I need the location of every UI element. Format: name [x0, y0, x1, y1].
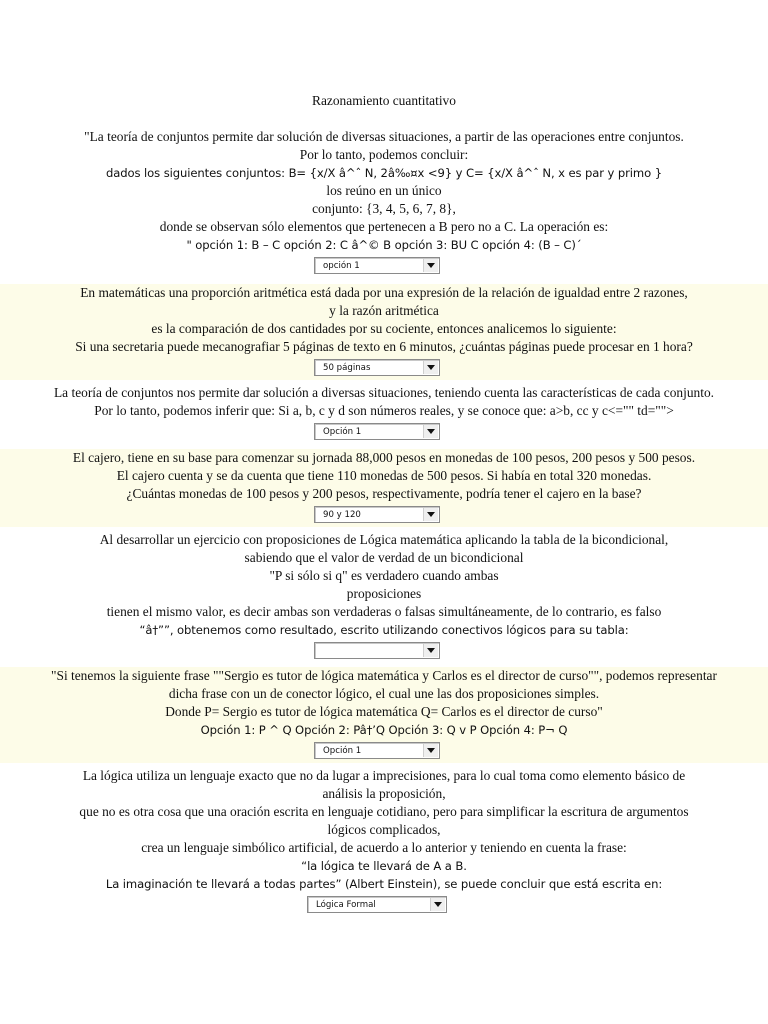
- question-5: [0, 531, 768, 663]
- answer-select-4-value: 90 y 120: [323, 510, 361, 520]
- question-7-line-6: “la lógica te llevará de A a B.: [301, 859, 467, 873]
- question-3-line-1: La teoría de conjuntos nos permite dar solución a diversas situaciones, teniendo cuenta las características de cada conjunto.: [54, 385, 714, 400]
- answer-select-7-value: Lógica Formal: [316, 900, 376, 910]
- question-7-line-1: La lógica utiliza un lenguaje exacto que no da lugar a imprecisiones, para lo cual toma como elemento básico de: [82, 768, 686, 783]
- chevron-down-icon: [423, 259, 438, 272]
- answer-select-2[interactable]: [314, 359, 440, 376]
- question-6-line-4: Opción 1: P ^ Q Opción 2: Pâ†’Q Opción 3: Q v P Opción 4: P¬ Q: [200, 723, 568, 737]
- question-7-line-2: análisis la proposición,: [322, 786, 446, 801]
- chevron-down-icon: [423, 425, 438, 438]
- question-3: [0, 384, 768, 444]
- question-1-line-6: donde se observan sólo elementos que pertenecen a B pero no a C. La operación es:: [159, 219, 609, 234]
- question-3-line-2: Por lo tanto, podemos inferir que: Si a, b, c y d son números reales, y se conoce que: a>b, cc y c<="" td="">: [94, 403, 674, 418]
- question-1-line-5: conjunto: {3, 4, 5, 6, 7, 8},: [312, 201, 456, 216]
- question-6: [0, 667, 768, 763]
- question-5-line-1: Al desarrollar un ejercicio con proposiciones de Lógica matemática aplicando la tabla de la bicondicional,: [99, 532, 669, 547]
- question-1: [0, 128, 768, 278]
- question-7: [0, 767, 768, 917]
- question-1-line-3: dados los siguientes conjuntos: B= {x/X â^ˆ N, 2â‰¤x <9} y C= {x/X â^ˆ N, x es par y primo }: [106, 166, 662, 180]
- chevron-down-icon: [423, 508, 438, 521]
- chevron-down-icon: [423, 644, 438, 657]
- question-2-line-2: y la razón aritmética: [329, 303, 439, 318]
- answer-select-4[interactable]: [314, 506, 440, 523]
- answer-select-1-value: opción 1: [323, 261, 360, 271]
- answer-select-1[interactable]: [314, 257, 440, 274]
- answer-select-2-value: 50 páginas: [323, 363, 371, 373]
- question-6-line-3: Donde P= Sergio es tutor de lógica matemática Q= Carlos es el director de curso": [165, 704, 603, 719]
- question-5-line-2: sabiendo que el valor de verdad de un bicondicional: [244, 550, 524, 565]
- question-1-line-4: los reúno en un único: [326, 183, 442, 198]
- question-5-line-4: proposiciones: [346, 586, 422, 601]
- question-7-line-3: que no es otra cosa que una oración escrita en lenguaje cotidiano, pero para simplificar la escritura de argumentos: [79, 804, 689, 819]
- question-2-line-3: es la comparación de dos cantidades por su cociente, entonces analicemos lo siguiente:: [151, 321, 617, 336]
- answer-select-6[interactable]: [314, 742, 440, 759]
- page-title: Razonamiento cuantitativo: [312, 93, 456, 108]
- question-2: [0, 284, 768, 380]
- question-7-line-4: lógicos complicados,: [327, 822, 441, 837]
- question-4: [0, 449, 768, 527]
- question-1-line-2: Por lo tanto, podemos concluir:: [299, 147, 469, 162]
- chevron-down-icon: [423, 744, 438, 757]
- answer-select-6-value: Opción 1: [323, 746, 362, 756]
- question-5-line-6: “â†””, obtenemos como resultado, escrito utilizando conectivos lógicos para su tabla:: [139, 623, 629, 637]
- question-7-line-5: crea un lenguaje simbólico artificial, de acuerdo a lo anterior y teniendo en cuenta la frase:: [141, 840, 627, 855]
- question-7-line-7: La imaginación te llevará a todas partes” (Albert Einstein), se puede concluir que está escrita en:: [105, 877, 663, 891]
- question-5-line-5: tienen el mismo valor, es decir ambas son verdaderas o falsas simultáneamente, de lo contrario, es falso: [106, 604, 662, 619]
- answer-select-7[interactable]: [307, 896, 447, 913]
- question-4-line-3: ¿Cuántas monedas de 100 pesos y 200 pesos, respectivamente, podría tener el cajero en la base?: [126, 486, 642, 501]
- question-1-line-7: " opción 1: B – C opción 2: C â^© B opción 3: BU C opción 4: (B – C)´: [186, 238, 582, 252]
- chevron-down-icon: [423, 361, 438, 374]
- question-4-line-2: El cajero cuenta y se da cuenta que tiene 110 monedas de 500 pesos. Si había en total 320 monedas.: [116, 468, 652, 483]
- question-2-line-4: Si una secretaria puede mecanografiar 5 páginas de texto en 6 minutos, ¿cuántas páginas puede procesar en 1 hora?: [75, 339, 693, 354]
- question-1-line-1: "La teoría de conjuntos permite dar solución de diversas situaciones, a partir de las operaciones entre conjuntos.: [84, 129, 684, 144]
- question-6-line-2: dicha frase con un de conector lógico, el cual une las dos proposiciones simples.: [168, 686, 600, 701]
- question-2-line-1: En matemáticas una proporción aritmética está dada por una expresión de la relación de igualdad entre 2 razones,: [80, 285, 688, 300]
- answer-select-5[interactable]: [314, 642, 440, 659]
- question-4-line-1: El cajero, tiene en su base para comenzar su jornada 88,000 pesos en monedas de 100 pesos, 200 pesos y 500 pesos.: [72, 450, 696, 465]
- answer-select-3[interactable]: [314, 423, 440, 440]
- question-6-line-1: "Si tenemos la siguiente frase ""Sergio es tutor de lógica matemática y Carlos es el director de curso"", podemos representar: [51, 668, 717, 683]
- chevron-down-icon: [430, 898, 445, 911]
- answer-select-3-value: Opción 1: [323, 427, 362, 437]
- question-5-line-3: "P si sólo si q" es verdadero cuando ambas: [269, 568, 499, 583]
